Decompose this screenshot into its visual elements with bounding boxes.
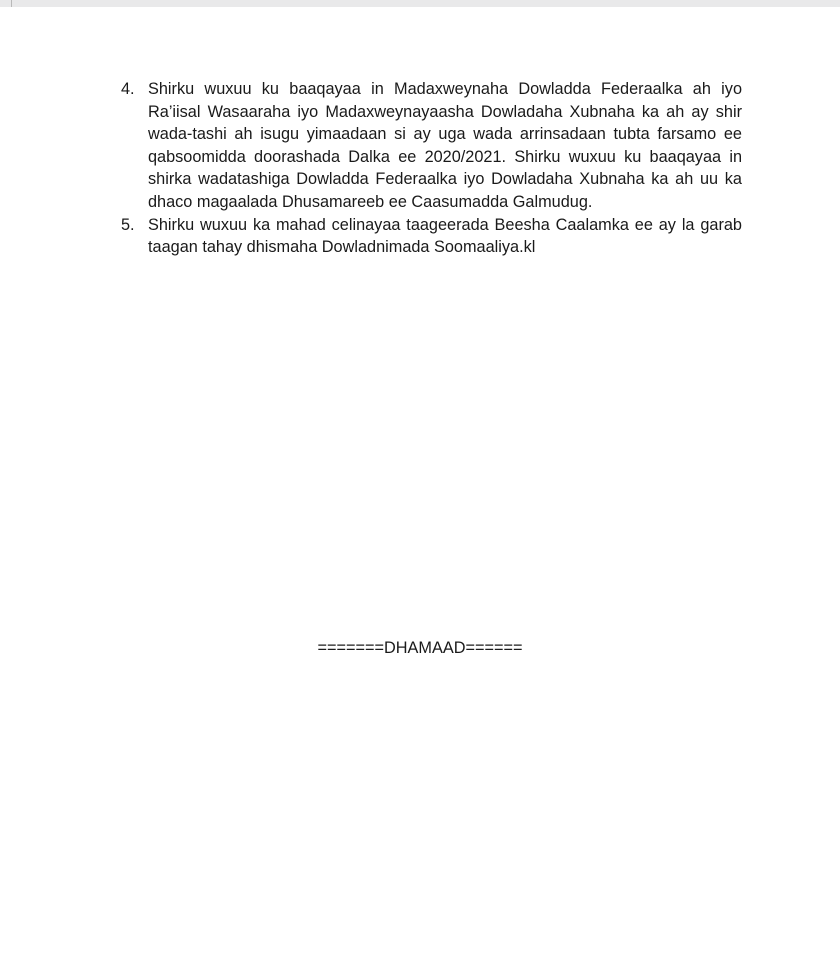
numbered-list	[120, 78, 742, 259]
list-item-text: Shirku wuxuu ku baaqayaa in Madaxweynaha Dowladda Federaalka ah iyo Ra’iisal Wasaaraha iyo Madaxweynayaasha Dowladaha Xubnaha ka ah ay shir wada-tashi ah isugu yimaadaan si ay uga wada arrinsadaan tubta farsamo ee qabsoomidda doorashada Dalka ee 2020/2021. Shirku wuxuu ku baaqayaa in shirka wadatashiga Dowladda Federaalka iyo Dowladaha Xubnaha ka ah uu ka dhaco magaalada Dhusamareeb ee Caasumadda Galmudug.	[148, 80, 742, 211]
list-item-number: 5.	[121, 215, 135, 234]
list-item-4	[120, 78, 742, 214]
top-strip	[0, 0, 840, 7]
document-page	[0, 7, 840, 960]
closing-marker	[0, 637, 840, 659]
list-item-text: Shirku wuxuu ka mahad celinayaa taageerada Beesha Caalamka ee ay la garab taagan tahay dhismaha Dowladnimada Soomaaliya.kl	[148, 215, 742, 257]
closing-text: =======DHAMAAD======	[317, 639, 523, 657]
list-item-number: 4.	[121, 80, 135, 98]
list-item-5	[120, 214, 742, 259]
